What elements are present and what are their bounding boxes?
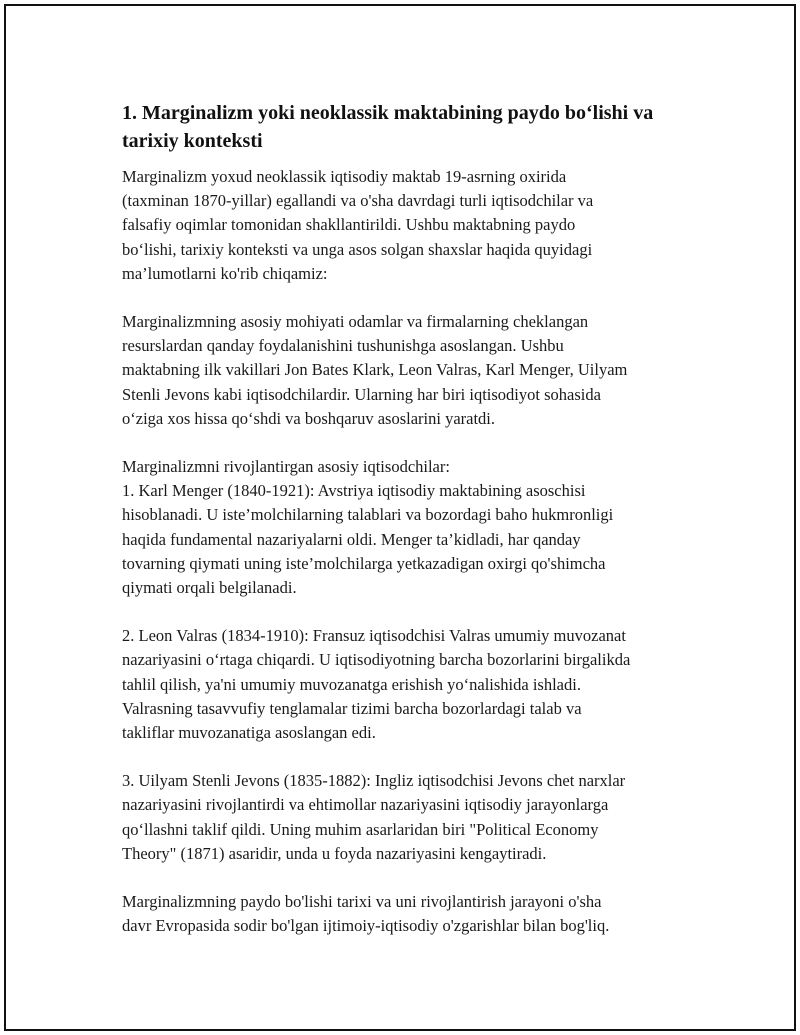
section-heading: 1. Marginalizm yoki neoklassik maktabining paydo bo‘lishi va tarixiy konteksti xyxy=(122,102,654,152)
paragraph-valras: 2. Leon Valras (1834-1910): Fransuz iqtisodchisi Valras umumiy muvozanat nazariyasini o‘rtaga chiqardi. U iqtisodiyotning barcha bozorlarini birgalikda tahlil qilish, ya'ni umumiy muvozanatga erishish yo‘nalishida ishladi. Valrasning tasavvufiy tenglamalar tizimi barcha bozorlardagi talab va takliflar muvozanatiga asoslangan edi. xyxy=(122,626,631,743)
paragraph-intro: Marginalizm yoxud neoklassik iqtisodiy maktab 19-asrning oxirida (taxminan 1870-yillar) egallandi va o'sha davrdagi turli iqtisodchilar va falsafiy oqimlar tomonidan shakllantirildi. Ushbu maktabning paydo bo‘lishi, tarixiy konteksti va unga asos solgan shaxslar haqida quyidagi ma’lumotlarni ko'rib chiqamiz: xyxy=(122,167,594,283)
document-body xyxy=(122,99,692,962)
paragraph-menger: Marginalizmni rivojlantirgan asosiy iqtisodchilar: 1. Karl Menger (1840-1921): Avstriya iqtisodiy maktabining asoschisi hisoblanadi. U iste’molchilarning talablari va bozordagi baho hukmronligi haqida fundamental nazariyalarni oldi. Menger ta’kidladi, har qanday tovarning qiymati uning iste’molchilarga yetkazadigan oxirgi qo'shimcha qiymati orqali belgilanadi. xyxy=(122,457,614,598)
page-frame xyxy=(4,4,796,1031)
paragraph-jevons: 3. Uilyam Stenli Jevons (1835-1882): Ingliz iqtisodchisi Jevons chet narxlar nazariyasini rivojlantirdi va ehtimollar nazariyasini iqtisodiy jarayonlarga qo‘llashni taklif qildi. Uning muhim asarlaridan biri "Political Economy Theory" (1871) asaridir, unda u foyda nazariyasini kengaytiradi. xyxy=(122,771,626,863)
paragraph-conclusion: Marginalizmning paydo bo'lishi tarixi va uni rivojlantirish jarayoni o'sha davr Evropasida sodir bo'lgan ijtimoiy-iqtisodiy o'zgarishlar bilan bog'liq. xyxy=(122,892,610,936)
paragraph-essence: Marginalizmning asosiy mohiyati odamlar va firmalarning cheklangan resurslardan qanday foydalanishini tushunishga asoslangan. Ushbu maktabning ilk vakillari Jon Bates Klark, Leon Valras, Karl Menger, Uilyam Stenli Jevons kabi iqtisodchilardir. Ularning har biri iqtisodiyot sohasida o‘ziga xos hissa qo‘shdi va boshqaruv asoslarini yaratdi. xyxy=(122,312,628,428)
